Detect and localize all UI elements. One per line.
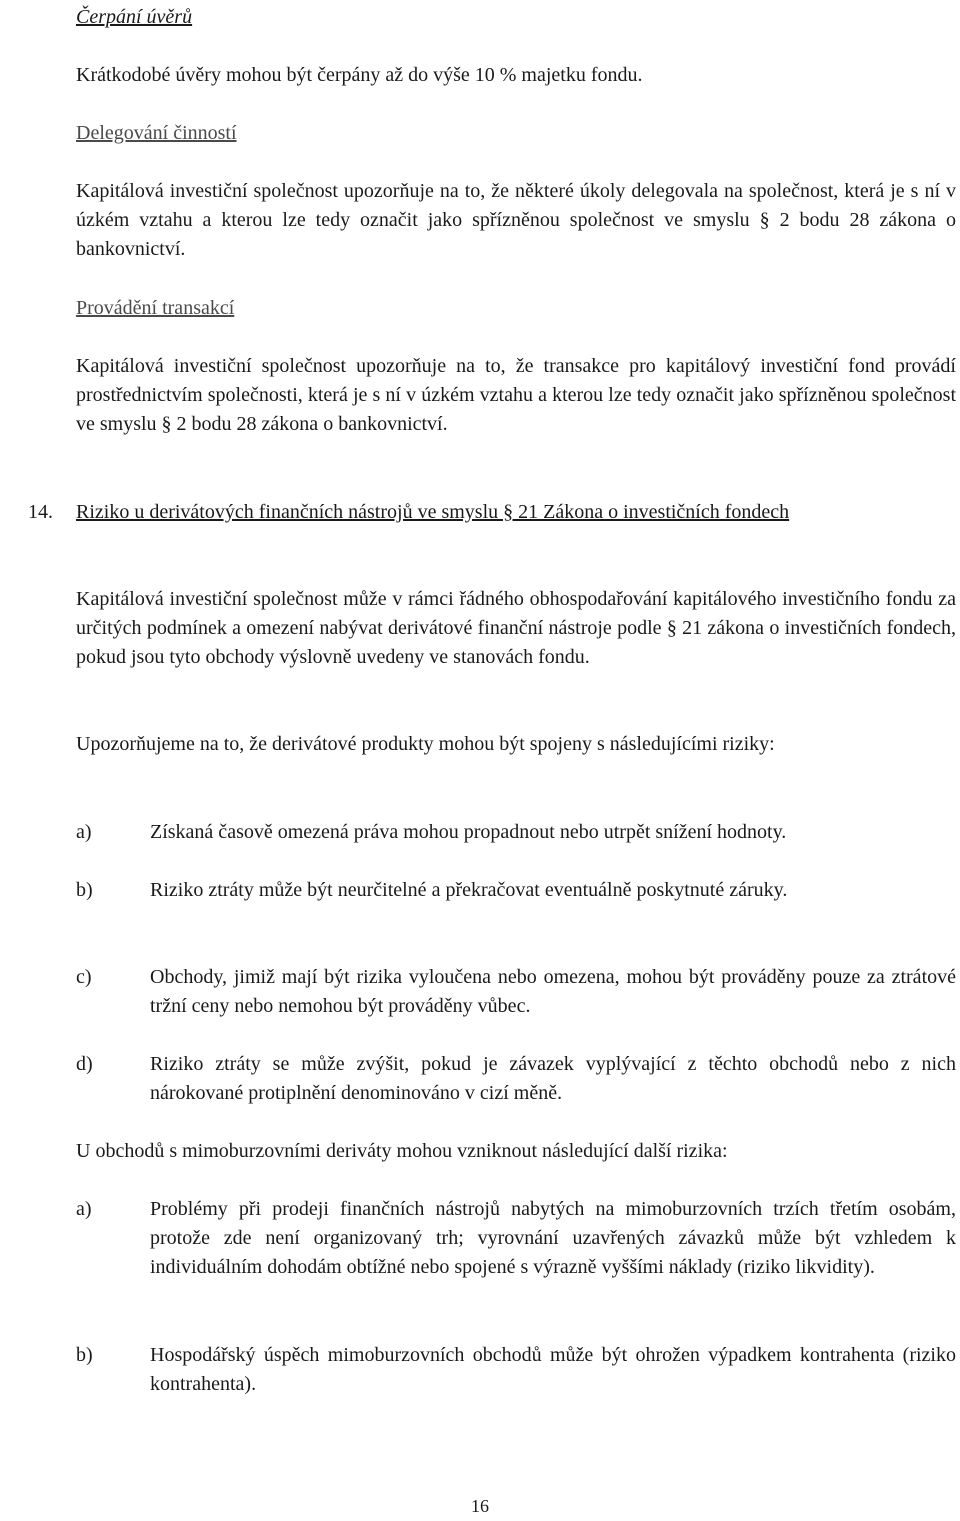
- list-label: b): [76, 1344, 93, 1366]
- section-number: 14.: [28, 501, 53, 523]
- list-text: Hospodářský úspěch mimoburzovních obchodů může být ohrožen výpadkem kontrahenta (riziko kontrahenta).: [150, 1344, 956, 1395]
- list-text: Problémy při prodeji finančních nástrojů nabytých na mimoburzovních trzích třetím osobám, protože zde není organizovaný trh; vyrovnání uzavřených závazků může být vzhledem k individuálním dohodám obtížné nebo spojené s výrazně vyššími náklady (riziko likvidity).: [150, 1198, 956, 1278]
- heading-provadeni-transakci: Provádění transakcí: [76, 297, 235, 319]
- list-label: d): [76, 1053, 93, 1075]
- paragraph-provadeni-transakci: Kapitálová investiční společnost upozorňuje na to, že transakce pro kapitálový investiční fond provádí prostřednictvím společnosti, která je s ní v úzkém vztahu a kterou lze tedy označit jako spřízněnou společnost ve smyslu § 2 bodu 28 zákona o bankovnictví.: [76, 355, 956, 435]
- paragraph-mimoburzovni-intro: U obchodů s mimoburzovními deriváty mohou vzniknout následující další rizika:: [76, 1140, 728, 1162]
- list-label: a): [76, 1198, 92, 1220]
- heading-riziko-derivaty: Riziko u derivátových finančních nástrojů ve smyslu § 21 Zákona o investičních fondech: [76, 501, 790, 523]
- list-text: Riziko ztráty se může zvýšit, pokud je závazek vyplývající z těchto obchodů nebo z nich nárokované protiplnění denominováno v cizí měně.: [150, 1053, 956, 1104]
- list-label: a): [76, 821, 92, 843]
- heading-delegovani-cinnosti: Delegování činností: [76, 122, 237, 144]
- list-text: Obchody, jimiž mají být rizika vyloučena nebo omezena, mohou být prováděny pouze za ztrátové tržní ceny nebo nemohou být prováděny vůbec.: [150, 966, 956, 1017]
- paragraph-delegovani-cinnosti: Kapitálová investiční společnost upozorňuje na to, že některé úkoly delegovala na společnost, která je s ní v úzkém vztahu a kterou lze tedy označit jako spřízněnou společnost ve smyslu § 2 bodu 28 zákona o bankovnictví.: [76, 180, 956, 260]
- page-number: 16: [471, 1496, 489, 1516]
- heading-cerpani-uveru: Čerpání úvěrů: [76, 6, 193, 28]
- paragraph-derivaty-intro: Kapitálová investiční společnost může v rámci řádného obhospodařování kapitálového investičního fondu za určitých podmínek a omezení nabývat derivátové finanční nástroje podle § 21 zákona o investičních fondech, pokud jsou tyto obchody výslovně uvedeny ve stanovách fondu.: [76, 588, 956, 668]
- paragraph-rizika-intro: Upozorňujeme na to, že derivátové produkty mohou být spojeny s následujícími riziky:: [76, 733, 775, 755]
- list-text: Riziko ztráty může být neurčitelné a překračovat eventuálně poskytnuté záruky.: [150, 879, 788, 901]
- paragraph-cerpani-uveru: Krátkodobé úvěry mohou být čerpány až do výše 10 % majetku fondu.: [76, 64, 643, 86]
- list-text: Získaná časově omezená práva mohou propadnout nebo utrpět snížení hodnoty.: [150, 821, 787, 843]
- list-label: c): [76, 966, 92, 988]
- list-label: b): [76, 879, 93, 901]
